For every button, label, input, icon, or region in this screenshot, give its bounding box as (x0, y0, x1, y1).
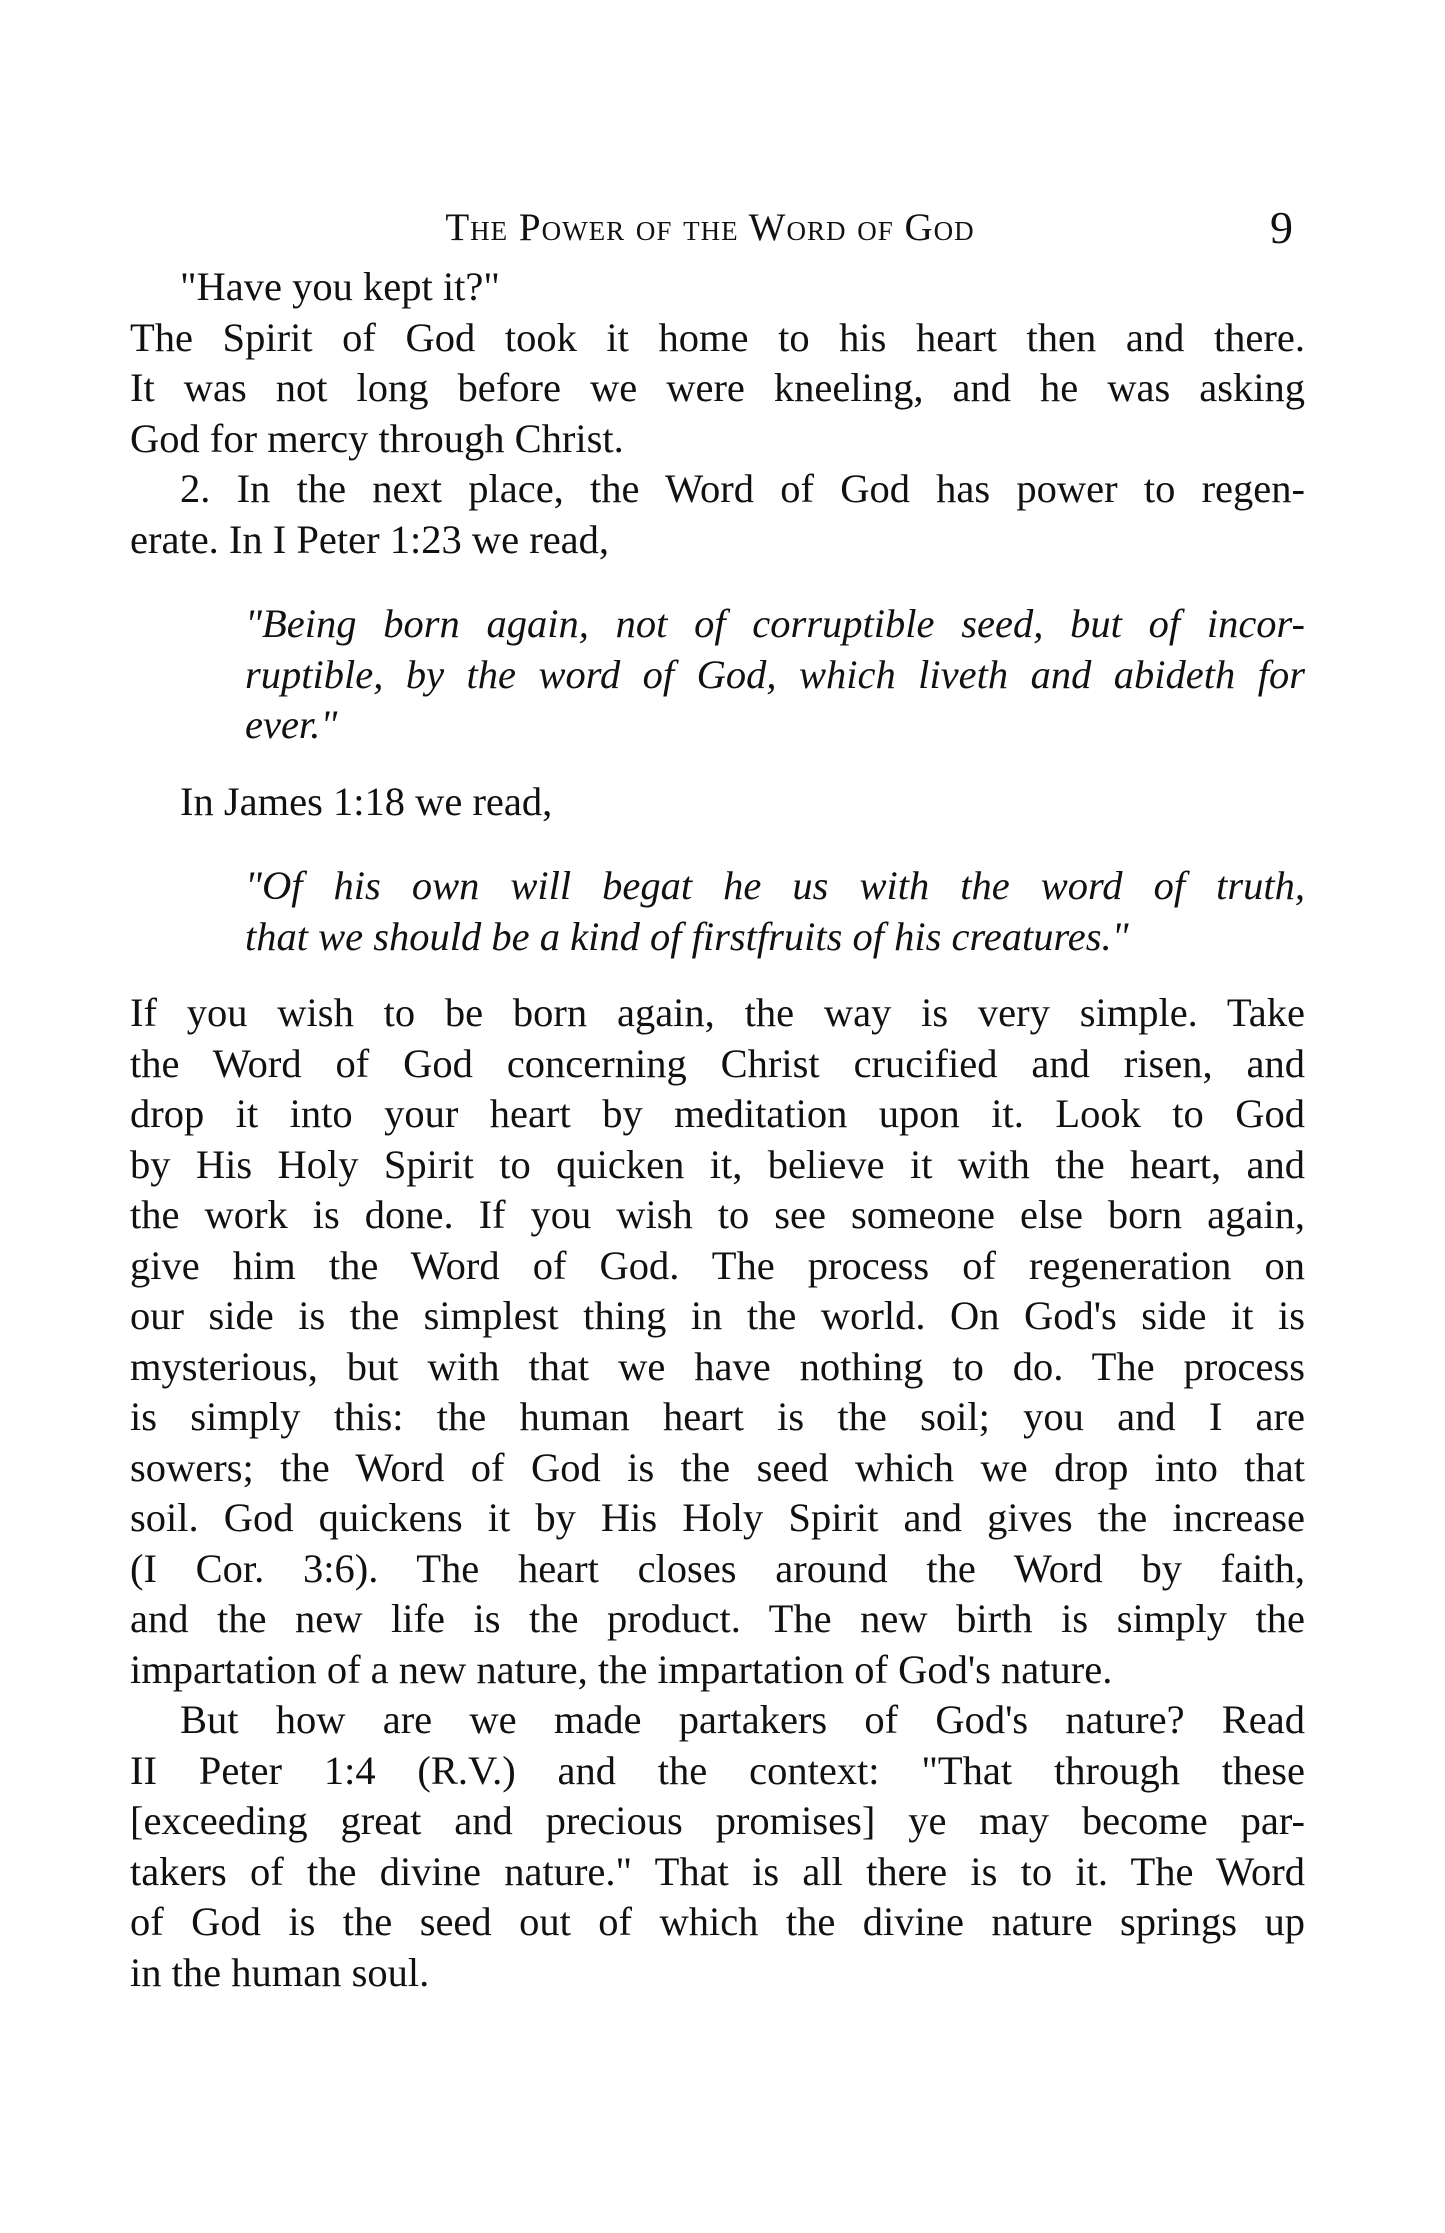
text-line: of God is the seed out of which the divine nature springs up (130, 1899, 1305, 1944)
page-number: 9 (1270, 202, 1293, 253)
text-line: in the human soul. (130, 1949, 430, 1995)
text-line: But how are we made partakers of God's nature? Read (180, 1697, 1305, 1742)
text-line: 2. In the next place, the Word of God has power to regen- (180, 466, 1305, 511)
text-line: by His Holy Spirit to quicken it, believe it with the heart, and (130, 1141, 1305, 1187)
text-line: The Spirit of God took it home to his heart then and there. (130, 314, 1305, 360)
text-line: impartation of a new nature, the impartation of God's nature. (130, 1646, 1113, 1692)
quotation-line: ever." (245, 702, 338, 747)
text-line: "Have you kept it?" (180, 264, 500, 309)
page-header (0, 202, 1445, 265)
text-line: the work is done. If you wish to see someone else born again, (130, 1192, 1305, 1237)
text-line: erate. In I Peter 1:23 we read, (130, 516, 610, 562)
running-title: The Power of the Word of God (445, 206, 975, 249)
text-line: give him the Word of God. The process of regeneration on (130, 1242, 1305, 1288)
quotation-line: ruptible, by the word of God, which liveth and abideth for (245, 651, 1305, 697)
quotation-line: that we should be a kind of firstfruits of his creatures." (245, 913, 1129, 959)
text-line: mysterious, but with that we have nothing to do. The process (130, 1343, 1305, 1389)
text-line: our side is the simplest thing in the world. On God's side it is (130, 1293, 1305, 1338)
body-text (130, 262, 1305, 1998)
text-line: It was not long before we were kneeling, and he was asking (130, 365, 1305, 410)
text-line: and the new life is the product. The new birth is simply the (130, 1596, 1305, 1641)
quotation-line: "Being born again, not of corruptible seed, but of incor- (245, 601, 1305, 646)
text-line: soil. God quickens it by His Holy Spirit and gives the increase (130, 1495, 1305, 1540)
text-line: In James 1:18 we read, (180, 778, 553, 824)
text-line: (I Cor. 3:6). The heart closes around the Word by faith, (130, 1545, 1305, 1591)
text-line: If you wish to be born again, the way is very simple. Take (130, 990, 1305, 1035)
text-line: is simply this: the human heart is the soil; you and I are (130, 1394, 1305, 1439)
text-line: God for mercy through Christ. (130, 415, 624, 461)
text-line: the Word of God concerning Christ crucified and risen, and (130, 1040, 1305, 1086)
quotation-line: "Of his own will begat he us with the word of truth, (245, 863, 1305, 908)
text-line: [exceeding great and precious promises] ye may become par- (130, 1798, 1305, 1843)
text-line: takers of the divine nature." That is all there is to it. The Word (130, 1848, 1305, 1894)
text-line: sowers; the Word of God is the seed which we drop into that (130, 1444, 1305, 1490)
text-line: drop it into your heart by meditation upon it. Look to God (130, 1091, 1305, 1136)
text-line: II Peter 1:4 (R.V.) and the context: "That through these (130, 1747, 1305, 1793)
